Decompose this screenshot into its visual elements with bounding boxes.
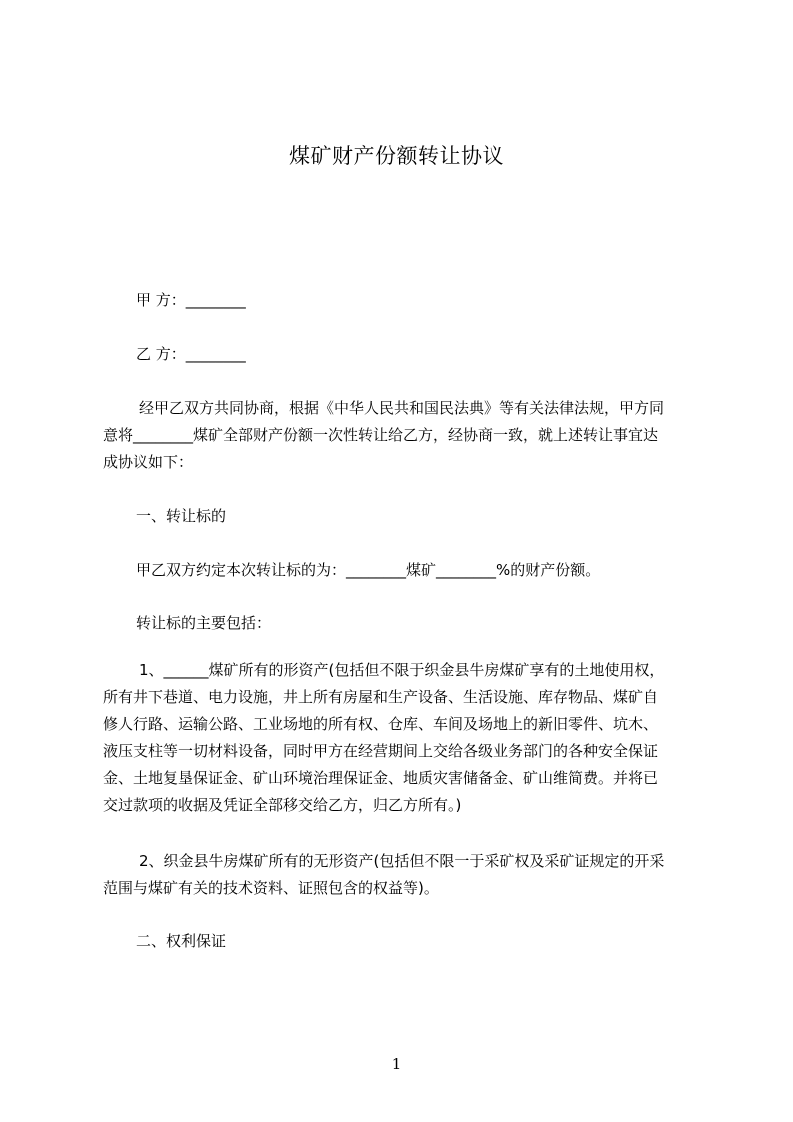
section1-includes: 转让标的主要包括：: [136, 614, 272, 632]
page-number: 1: [391, 1055, 402, 1073]
intro-line-1: 经甲乙双方共同协商，根据《中华人民共和国民法典》等有关法律法规，甲方同: [139, 399, 665, 417]
document-title: 煤矿财产份额转让协议: [289, 144, 504, 168]
item1-line-6: 交过款项的收据及凭证全部移交给乙方，归乙方所有。): [103, 796, 462, 814]
item2-line-2: 范围与煤矿有关的技术资料、证照包含的权益等)。: [103, 879, 439, 897]
section1-subject: 甲乙双方约定本次转让标的为：________煤矿________%的财产份额。: [136, 561, 601, 579]
intro-line-2: 意将________煤矿全部财产份额一次性转让给乙方，经协商一致，就上述转让事宜达: [103, 426, 659, 444]
item1-paragraph: [103, 657, 703, 819]
item2-paragraph: [103, 848, 703, 902]
item1-line-4: 液压支柱等一切材料设备，同时甲方在经营期间上交给各级业务部门的各种安全保证: [103, 742, 659, 760]
item1-line-2: 所有井下巷道、电力设施，井上所有房屋和生产设备、生活设施、库存物品、煤矿自: [103, 688, 659, 706]
party-b-line: 乙 方：________: [136, 345, 246, 363]
item1-line-1: 1、______煤矿所有的形资产(包括但不限于织金县牛房煤矿享有的土地使用权，: [139, 661, 665, 679]
party-a-line: 甲 方：________: [136, 291, 246, 309]
intro-paragraph: [103, 395, 703, 476]
section2-heading: 二、权利保证: [136, 932, 227, 950]
item1-line-3: 修人行路、运输公路、工业场地的所有权、仓库、车间及场地上的新旧零件、坑木、: [103, 715, 659, 733]
item1-line-5: 金、土地复垦保证金、矿山环境治理保证金、地质灾害储备金、矿山维简费。并将已: [103, 769, 659, 787]
intro-line-3: 成协议如下：: [103, 453, 194, 471]
item2-line-1: 2、织金县牛房煤矿所有的无形资产(包括但不限一于采矿权及采矿证规定的开采: [139, 852, 665, 870]
section1-heading: 一、转让标的: [136, 507, 227, 525]
